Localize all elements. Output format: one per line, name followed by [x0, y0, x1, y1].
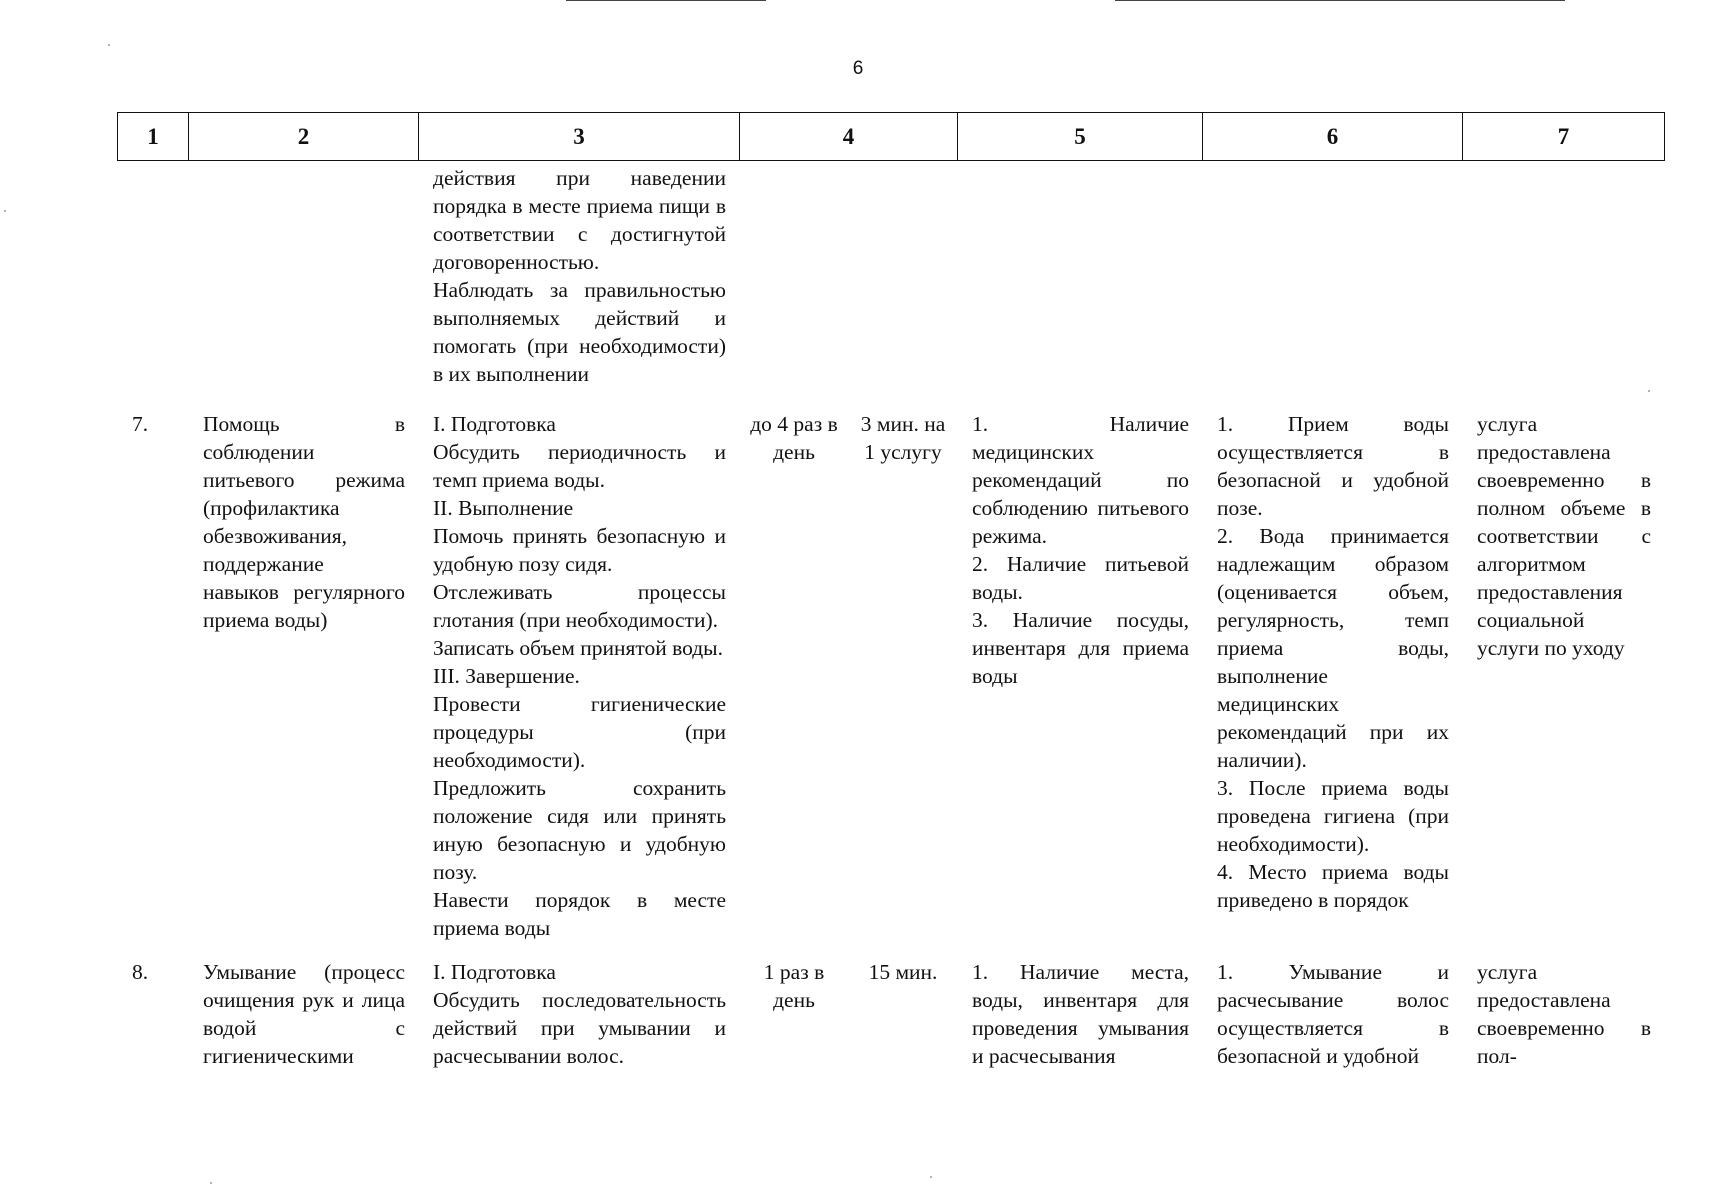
- condition: 3. Наличие посуды, инвентаря для приема воды: [972, 608, 1189, 688]
- services-table: [117, 164, 1664, 1070]
- condition: 2. Наличие питьевой воды.: [972, 552, 1189, 604]
- indicator: 1. Умывание и расчесывание волос осуществляется в безопасной и удобной: [1217, 960, 1449, 1068]
- table-row: [117, 410, 1664, 958]
- service-frequency: 1 раз в день: [763, 960, 825, 1012]
- scan-speck: [1648, 390, 1650, 392]
- row-number: 7.: [132, 412, 149, 436]
- header-col-3: 3: [419, 113, 740, 161]
- service-time: 3 мин. на 1 услугу: [860, 412, 946, 464]
- condition: 1. Наличие места, воды, инвентаря для проведения умывания и расчесывания: [972, 960, 1189, 1068]
- service-name: Помощь в соблюдении питьевого режима (профилактика обезвоживания, поддержание навыков регулярного приема воды): [203, 412, 405, 632]
- service-result: услуга предоставлена своевременно в пол-: [1477, 960, 1651, 1068]
- service-result: услуга предоставлена своевременно в полном объеме в соответствии с алгоритмом предоставления социальной услуги по уходу: [1477, 412, 1651, 660]
- service-frequency: до 4 раз в день: [750, 412, 838, 464]
- row-number: 8.: [132, 960, 149, 984]
- continued-step: Наблюдать за правильностью выполняемых действий и помогать (при необходимости) в их выполнении: [433, 278, 726, 386]
- service-time: 15 мин.: [868, 960, 938, 984]
- step: Записать объем принятой воды.: [433, 636, 723, 660]
- step: Отслеживать процессы глотания (при необходимости).: [433, 580, 726, 632]
- step: II. Выполнение: [433, 496, 574, 520]
- quality-indicators: [1202, 958, 1462, 1070]
- condition: 1. Наличие медицинских рекомендаций по соблюдению питьевого режима.: [972, 412, 1189, 548]
- step: Обсудить периодичность и темп приема воды.: [433, 440, 726, 492]
- header-col-6: 6: [1203, 113, 1463, 161]
- service-name: Умывание (процесс очищения рук и лица водой с гигиеническими: [203, 960, 405, 1068]
- header-col-2: 2: [189, 113, 419, 161]
- step: III. Завершение.: [433, 664, 580, 688]
- step: I. Подготовка: [433, 960, 556, 984]
- step: Обсудить последовательность действий при умывании и расчесывании волос.: [433, 988, 726, 1068]
- header-rule-right: [1115, 0, 1565, 1]
- indicator: 3. После приема воды проведена гигиена (при необходимости).: [1217, 776, 1449, 856]
- indicator: 2. Вода принимается надлежащим образом (оценивается объем, регулярность, темп приема воды, выполнение медицинских рекомендаций при их наличии).: [1217, 524, 1449, 772]
- step: Помочь принять безопасную и удобную позу сидя.: [433, 524, 726, 576]
- scan-speck: [108, 44, 110, 46]
- continued-steps: [418, 164, 739, 410]
- scan-speck: [930, 1176, 932, 1178]
- header-col-5: 5: [958, 113, 1203, 161]
- page-number: 6: [852, 58, 864, 79]
- scan-speck: [4, 210, 6, 212]
- indicator: 1. Прием воды осуществляется в безопасной и удобной позе.: [1217, 412, 1449, 520]
- quality-indicators: [1202, 410, 1462, 958]
- service-steps: [418, 958, 739, 1070]
- table-row-continuation: [117, 164, 1664, 410]
- step: Навести порядок в месте приема воды: [433, 888, 726, 940]
- header-col-7: 7: [1463, 113, 1665, 161]
- step: Предложить сохранить положение сидя или принять иную безопасную и удобную позу.: [433, 776, 726, 884]
- step: I. Подготовка: [433, 412, 556, 436]
- column-header-row: [117, 112, 1665, 161]
- service-steps: [418, 410, 739, 958]
- service-conditions: [957, 410, 1202, 958]
- continued-step: действия при наведении порядка в месте приема пищи в соответствии с достигнутой договоренностью.: [433, 166, 726, 274]
- step: Провести гигиенические процедуры (при необходимости).: [433, 692, 726, 772]
- scan-speck: [210, 1182, 212, 1184]
- service-conditions: [957, 958, 1202, 1070]
- indicator: 4. Место приема воды приведено в порядок: [1217, 860, 1449, 912]
- table-row: [117, 958, 1664, 1070]
- header-col-4: 4: [740, 113, 958, 161]
- header-col-1: 1: [118, 113, 189, 161]
- header-rule-left: [566, 0, 766, 1]
